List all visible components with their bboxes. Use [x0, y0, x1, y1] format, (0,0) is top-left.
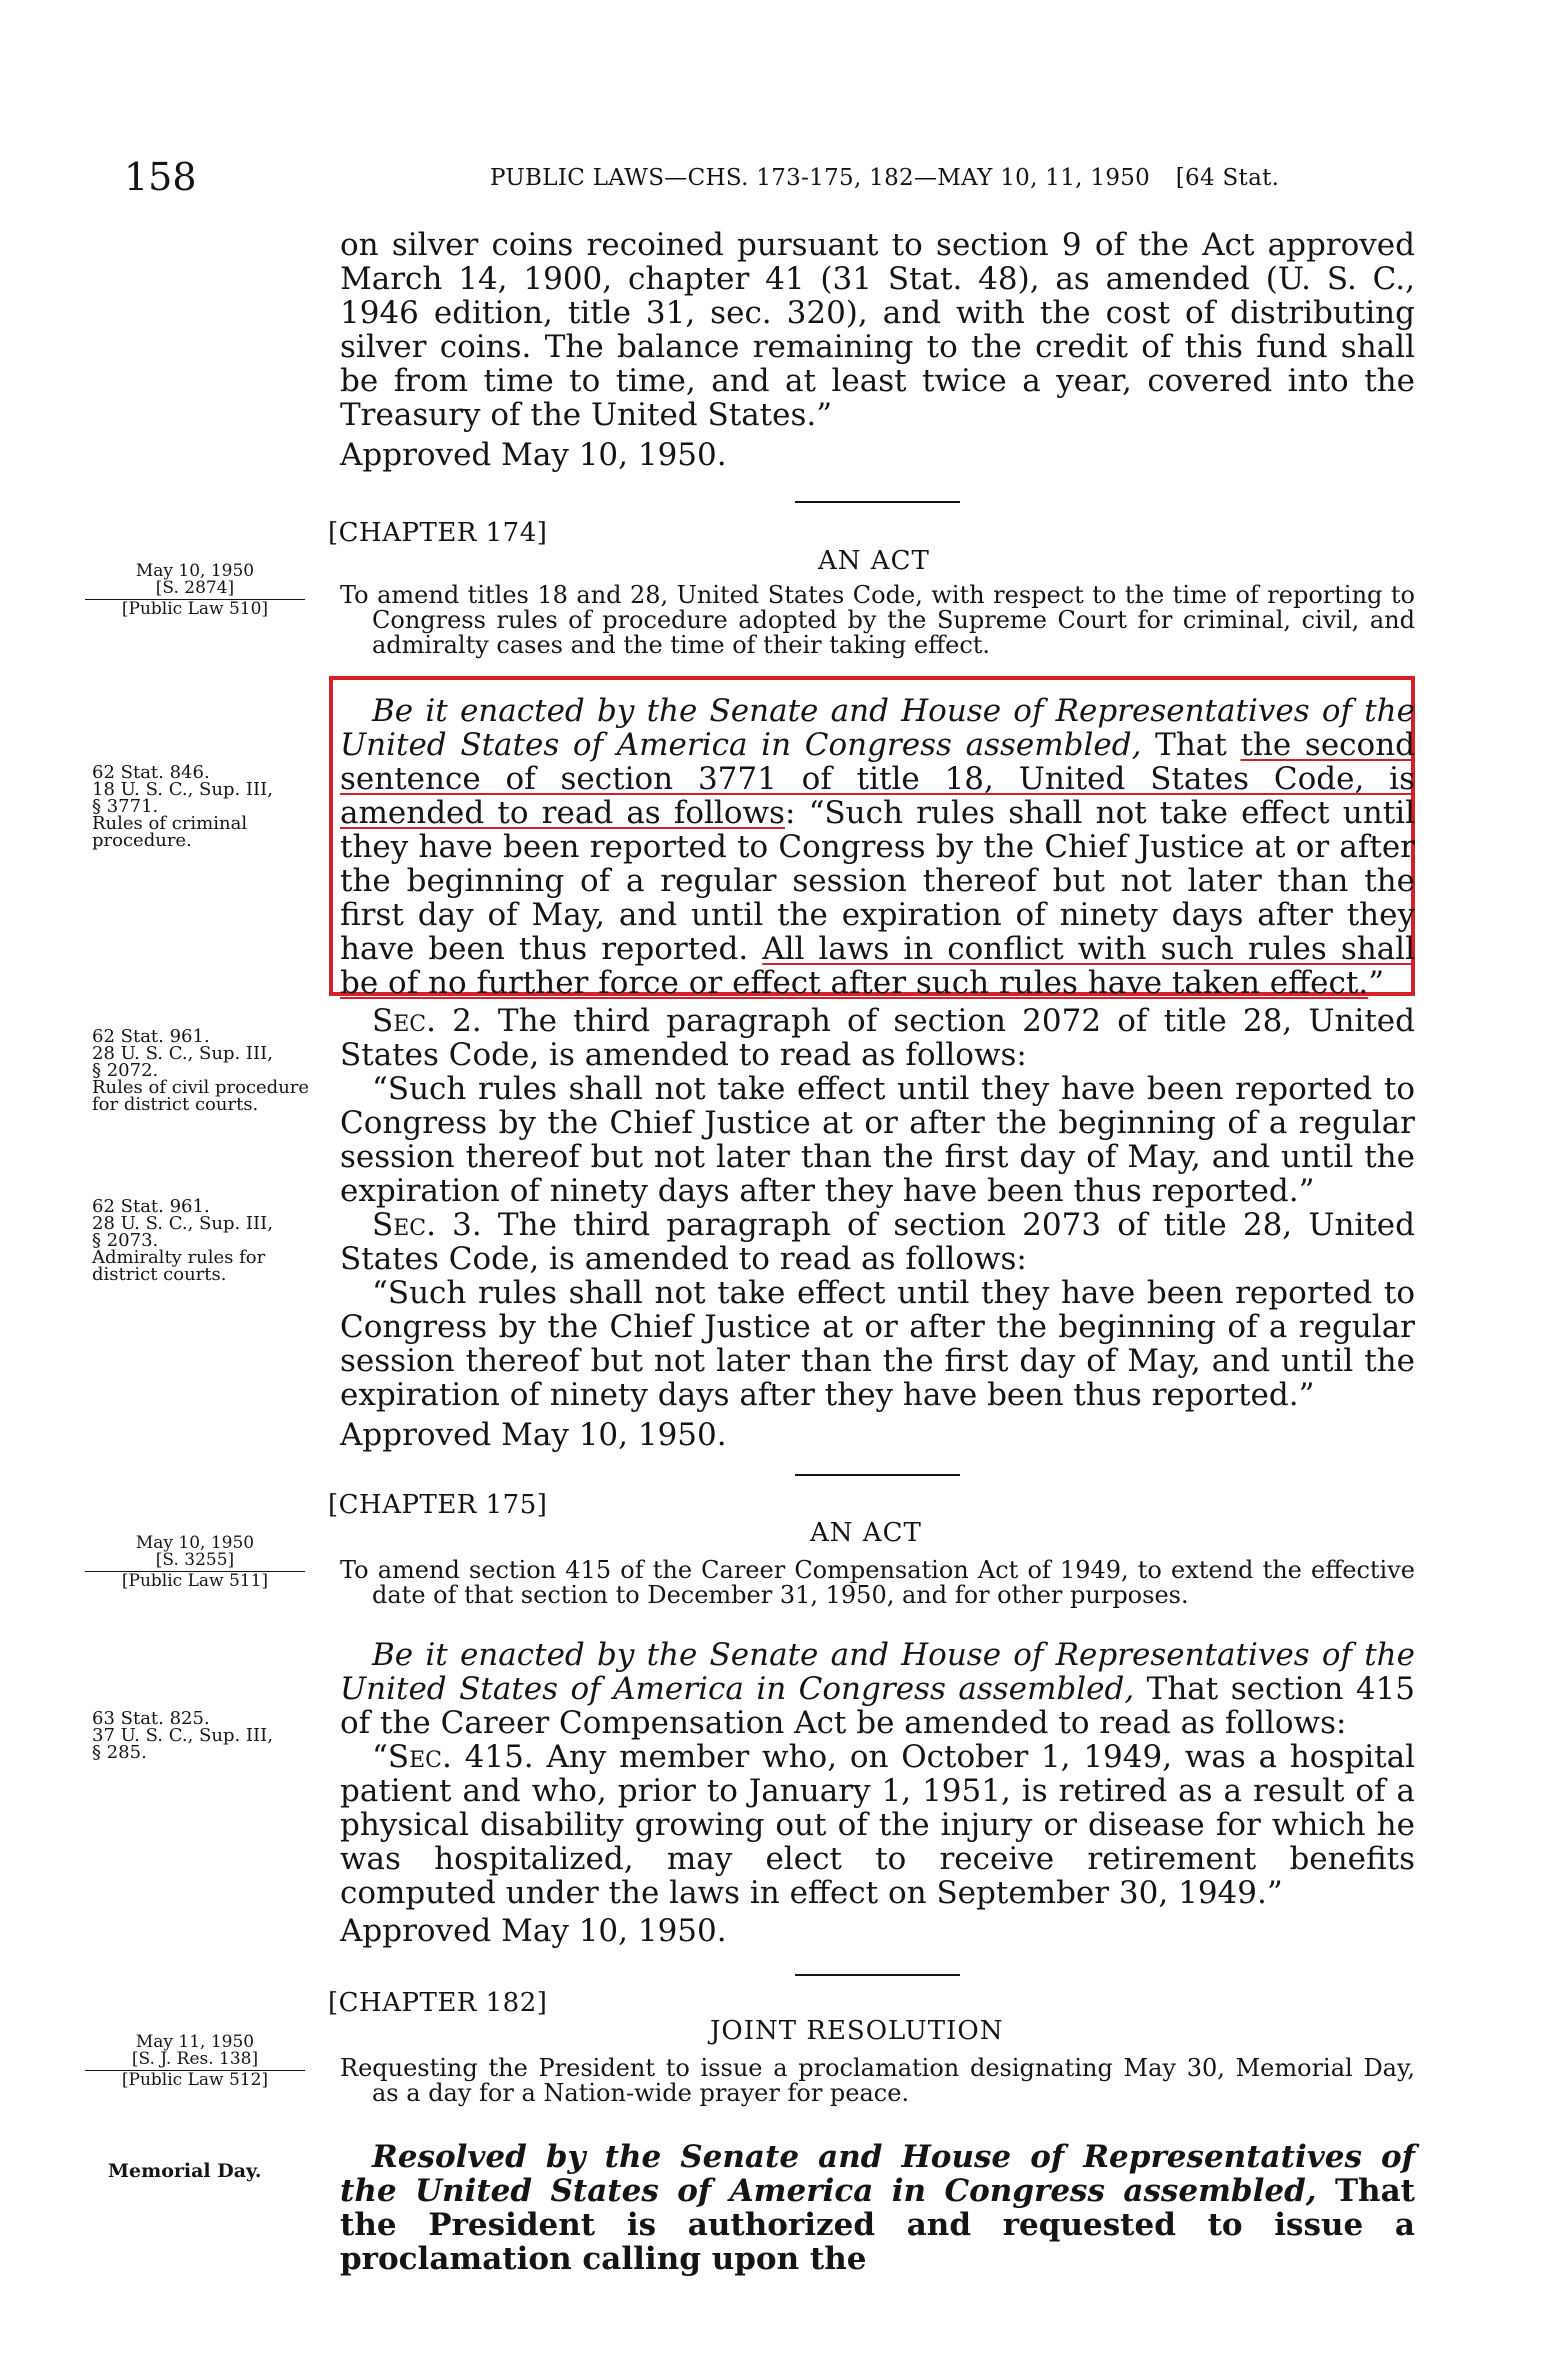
chapter-label: [CHAPTER 175] — [328, 1490, 548, 1520]
margin-citation — [50, 563, 340, 618]
note-caption: Admiralty rules for district courts. — [92, 1247, 266, 1285]
section-3-paragraph — [340, 1208, 1415, 1276]
running-head-title: PUBLIC LAWS—CHS. 173-175, 182—MAY 10, 11, 1950 — [490, 165, 1151, 191]
section-divider — [795, 1474, 960, 1476]
act-title — [340, 2056, 1415, 2106]
enacting-clause: Be it enacted by the Senate and House of Representatives of the United States of America in Congress assembled, — [340, 693, 1415, 763]
section-2-quote: “Such rules shall not take effect until they have been reported to Congress by the Chief Justice at or after the beginning of a regular session thereof but not later than the first day of May, and until the expiration of ninety days after they have been thus reported.” — [340, 1071, 1415, 1209]
note-code-ref: 18 U. S. C., Sup. III, — [92, 779, 273, 800]
note-code-ref: 28 U. S. C., Sup. III, — [92, 1213, 273, 1234]
margin-citation — [50, 2034, 340, 2089]
running-head — [490, 165, 1279, 191]
note-stat-ref: 63 Stat. 825. — [92, 1708, 210, 1729]
note-section: § 2073. — [92, 1230, 159, 1251]
act-type-heading: JOINT RESOLUTION — [710, 2016, 1004, 2046]
act-title — [340, 1558, 1415, 1608]
section-2-text: The third paragraph of section 2072 of title 28, United States Code, is amended to read as follows: — [340, 1003, 1415, 1073]
margin-date: May 10, 1950 — [135, 561, 255, 581]
stat-reference: [64 Stat. — [1175, 165, 1280, 191]
margin-note-memorial-day: Memorial Day. — [108, 2160, 262, 2182]
margin-note — [92, 1198, 322, 1283]
chapter-182-body — [340, 2140, 1415, 2276]
margin-bill-number: [S. 3255] — [155, 1550, 235, 1570]
section-415-paragraph — [340, 1740, 1415, 1910]
resolving-clause: Resolved by the Senate and House of Representatives of the United States of America in Congress assembled, — [340, 2139, 1415, 2209]
note-caption: Rules of civil procedure for district courts. — [92, 1077, 310, 1115]
note-code-ref: 28 U. S. C., Sup. III, — [92, 1043, 273, 1064]
section-divider — [795, 501, 960, 503]
chapter-label: [CHAPTER 182] — [328, 1988, 548, 2018]
approved-line: Approved May 10, 1950. — [340, 1913, 727, 1949]
note-stat-ref: 62 Stat. 846. — [92, 762, 210, 783]
section-2-paragraph — [340, 1004, 1415, 1072]
act-title-text: To amend section 415 of the Career Compensation Act of 1949, to extend the effective date of that section to December 31, 1950, and for other purposes. — [340, 1556, 1415, 1609]
section-1-quote: “Such rules shall not take effect until they have been reported to Congress by the Chief Justice at or after the beginning of a regular session thereof but not later than the first day of May, and until the expiration of ninety days after they have been thus reported. — [340, 795, 1416, 967]
act-title-text: Requesting the President to issue a proclamation designating May 30, Memorial Day, as a day for a Nation-wide prayer for peace. — [340, 2054, 1415, 2107]
colon: : — [784, 795, 796, 831]
closing-quote: ” — [1368, 965, 1385, 1001]
note-stat-ref: 62 Stat. 961. — [92, 1196, 210, 1217]
note-section: § 2072. — [92, 1060, 159, 1081]
chapter-175-body — [340, 1638, 1415, 1948]
section-415-label: “Sec. 415. — [372, 1739, 534, 1775]
approved-line: Approved May 10, 1950. — [340, 437, 727, 473]
section-3-quote: “Such rules shall not take effect until they have been reported to Congress by the Chief Justice at or after the beginning of a regular session thereof but not later than the first day of May, and until the expiration of ninety days after they have been thus reported.” — [340, 1275, 1415, 1413]
margin-note — [92, 1710, 322, 1761]
note-stat-ref: 62 Stat. 961. — [92, 1026, 210, 1047]
note-code-ref: 37 U. S. C., Sup. III, — [92, 1725, 273, 1746]
act-title — [340, 583, 1415, 658]
margin-public-law: [Public Law 510] — [121, 599, 269, 619]
resolving-paragraph — [340, 2140, 1415, 2276]
chapter-label: [CHAPTER 174] — [328, 518, 548, 548]
underlined-amendment: the second sentence of section 3771 of title 18, United States Code, is amended to read as follows — [340, 727, 1416, 831]
margin-bill-number: [S. J. Res. 138] — [131, 2049, 259, 2069]
section-415-text: Any member who, on October 1, 1949, was a hospital patient and who, prior to January 1, 1951, is retired as a result of a physical disability growing out of the injury or disease for which he was hospitalized, may elect to receive retirement benefits computed under the laws in effect on September 30, 1949.” — [340, 1739, 1415, 1911]
continuation-section — [340, 228, 1415, 472]
act-title-text: To amend titles 18 and 28, United States Code, with respect to the time of reporting to Congress rules of procedure adopted by the Supreme Court for criminal, civil, and admiralty cases and the time of their taking effect. — [340, 581, 1415, 659]
section-1-paragraph — [340, 694, 1415, 1000]
margin-citation — [50, 1535, 340, 1590]
section-divider — [795, 1974, 960, 1976]
enacting-clause: Be it enacted by the Senate and House of Representatives of the United States of America in Congress assembled, — [340, 1637, 1415, 1707]
underlined-conflict-clause: All laws in conflict with such rules shall be of no further force or effect after such rules have taken effect. — [340, 931, 1416, 1001]
section-3-label: Sec. 3. — [372, 1207, 482, 1243]
enacting-paragraph — [340, 1638, 1415, 1740]
resolving-text: That the President is authorized and requested to issue a proclamation calling upon the — [340, 2173, 1415, 2277]
page-number: 158 — [124, 155, 197, 199]
margin-public-law: [Public Law 511] — [121, 1571, 269, 1591]
continuation-text: on silver coins recoined pursuant to section 9 of the Act approved March 14, 1900, chapter 41 (31 Stat. 48), as amended (U. S. C., 1946 edition, title 31, sec. 320), and with the cost of distributing silver coins. The balance remaining to the credit of this fund shall be from time to time, and at least twice a year, covered into the Treasury of the United States.” — [340, 227, 1415, 433]
act-type-heading: AN ACT — [810, 1518, 922, 1548]
margin-public-law: [Public Law 512] — [121, 2070, 269, 2090]
note-section: § 285. — [92, 1742, 147, 1763]
chapter-174-body — [340, 694, 1415, 1452]
margin-date: May 11, 1950 — [135, 2032, 255, 2052]
enacting-text: That section 415 of the Career Compensation Act be amended to read as follows: — [340, 1671, 1416, 1741]
note-section: § 3771. — [92, 796, 159, 817]
margin-note — [92, 764, 322, 849]
section-2-label: Sec. 2. — [372, 1003, 482, 1039]
that-word: That — [1141, 727, 1241, 763]
margin-date: May 10, 1950 — [135, 1533, 255, 1553]
note-caption: Rules of criminal procedure. — [92, 813, 248, 851]
margin-bill-number: [S. 2874] — [155, 578, 235, 598]
section-3-text: The third paragraph of section 2073 of title 28, United States Code, is amended to read as follows: — [340, 1207, 1415, 1277]
approved-line: Approved May 10, 1950. — [340, 1417, 727, 1453]
margin-note — [92, 1028, 322, 1113]
act-type-heading: AN ACT — [818, 546, 930, 576]
